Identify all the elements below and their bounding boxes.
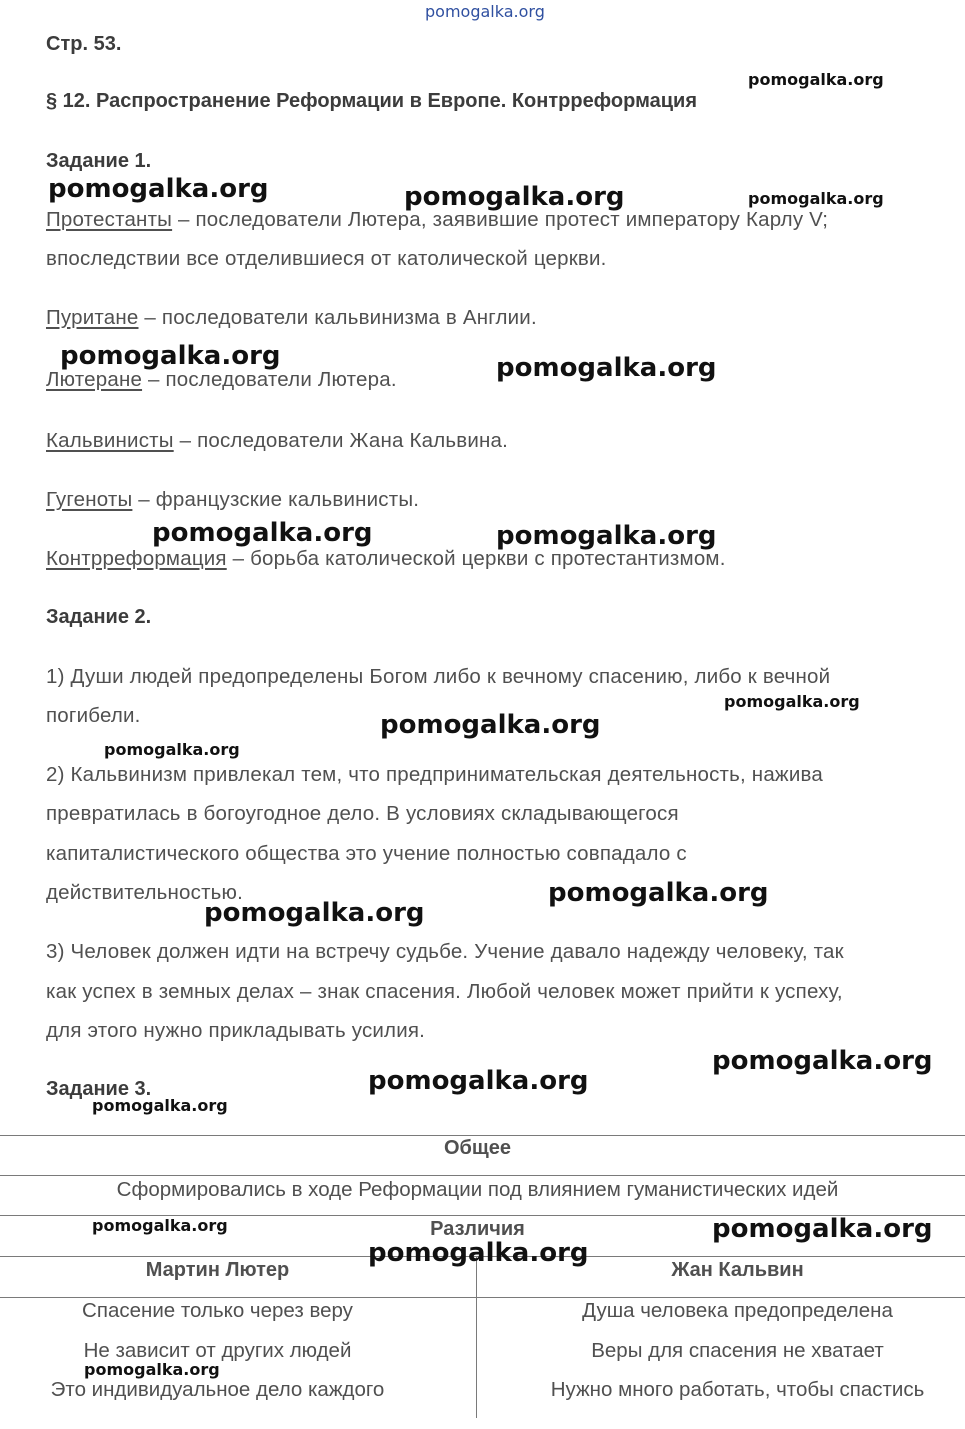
watermark: pomogalka.org bbox=[548, 878, 769, 908]
col-header-calvin: Жан Кальвин bbox=[671, 1259, 804, 1281]
definition-huguenots bbox=[46, 488, 419, 512]
task2-line: для этого нужно прикладывать усилия. bbox=[46, 1019, 426, 1042]
definition-text: – последователи Лютера, заявившие протест императору Карлу V; bbox=[172, 208, 829, 231]
definition-text: – последователи Лютера. bbox=[142, 368, 397, 391]
watermark: pomogalka.org bbox=[204, 898, 425, 928]
table-border bbox=[0, 1175, 965, 1176]
watermark: pomogalka.org bbox=[104, 740, 240, 759]
watermark: pomogalka.org bbox=[748, 70, 884, 89]
watermark: pomogalka.org bbox=[60, 341, 281, 371]
calvin-item: Веры для спасения не хватает bbox=[591, 1339, 884, 1362]
task2-line: капиталистического общества это учение полностью совпадало с bbox=[46, 842, 687, 865]
definition-calvinists bbox=[46, 429, 508, 453]
task3-heading: Задание 3. bbox=[46, 1078, 152, 1100]
watermark: pomogalka.org bbox=[496, 353, 717, 383]
watermark: pomogalka.org bbox=[92, 1216, 228, 1235]
common-header: Общее bbox=[443, 1137, 512, 1159]
col-header-luther: Мартин Лютер bbox=[145, 1259, 290, 1281]
definition-text: – последователи кальвинизма в Англии. bbox=[138, 306, 537, 329]
table-border bbox=[0, 1135, 965, 1136]
watermark: pomogalka.org bbox=[380, 710, 601, 740]
watermark: pomogalka.org bbox=[48, 174, 269, 204]
definition-text: – борьба католической церкви с протестантизмом. bbox=[226, 547, 726, 570]
task2-line: как успех в земных делах – знак спасения. Любой человек может прийти к успеху, bbox=[46, 980, 843, 1003]
watermark: pomogalka.org bbox=[368, 1238, 589, 1268]
definition-continuation: впоследствии все отделившиеся от католической церкви. bbox=[46, 247, 607, 270]
luther-item: Это индивидуальное дело каждого bbox=[50, 1378, 385, 1401]
task2-line: погибели. bbox=[46, 704, 141, 727]
luther-item: Не зависит от других людей bbox=[83, 1339, 352, 1362]
watermark: pomogalka.org bbox=[92, 1096, 228, 1115]
task1-heading: Задание 1. bbox=[46, 150, 152, 172]
definition-term: Лютеране bbox=[46, 368, 143, 391]
watermark: pomogalka.org bbox=[84, 1360, 220, 1379]
definition-term: Пуритане bbox=[46, 306, 139, 329]
luther-item: Спасение только через веру bbox=[82, 1299, 353, 1322]
definition-text: – последователи Жана Кальвина. bbox=[173, 429, 509, 452]
definition-puritans bbox=[46, 306, 537, 330]
common-text: Сформировались в ходе Реформации под влиянием гуманистических идей bbox=[116, 1178, 839, 1201]
differences-header: Различия bbox=[430, 1218, 525, 1240]
table-border bbox=[476, 1256, 477, 1418]
watermark: pomogalka.org bbox=[724, 692, 860, 711]
section-title: § 12. Распространение Реформации в Европе. Контрреформация bbox=[46, 90, 698, 112]
task2-line: 2) Кальвинизм привлекал тем, что предпринимательская деятельность, нажива bbox=[46, 763, 823, 786]
calvin-item: Нужно много работать, чтобы спастись bbox=[550, 1378, 925, 1401]
task2-line: 3) Человек должен идти на встречу судьбе. Учение давало надежду человеку, так bbox=[46, 940, 844, 963]
calvin-item: Душа человека предопределена bbox=[582, 1299, 893, 1322]
watermark: pomogalka.org bbox=[712, 1046, 933, 1076]
task2-heading: Задание 2. bbox=[46, 606, 152, 628]
watermark: pomogalka.org bbox=[712, 1214, 933, 1244]
definition-term: Контрреформация bbox=[46, 547, 227, 570]
definition-lutherans bbox=[46, 368, 397, 392]
watermark: pomogalka.org bbox=[152, 518, 373, 548]
definition-text: – французские кальвинисты. bbox=[132, 488, 420, 511]
definition-term: Гугеноты bbox=[46, 488, 133, 511]
watermark-top: pomogalka.org bbox=[425, 2, 545, 21]
task2-line: действительностью. bbox=[46, 881, 244, 904]
table-border bbox=[0, 1297, 965, 1298]
task2-line: 1) Души людей предопределены Богом либо к вечному спасению, либо к вечной bbox=[46, 665, 831, 688]
definition-term: Кальвинисты bbox=[46, 429, 174, 452]
task2-line: превратилась в богоугодное дело. В условиях складывающегося bbox=[46, 802, 679, 825]
watermark: pomogalka.org bbox=[496, 521, 717, 551]
page-label: Стр. 53. bbox=[46, 33, 122, 55]
watermark: pomogalka.org bbox=[404, 182, 625, 212]
watermark: pomogalka.org bbox=[748, 189, 884, 208]
watermark: pomogalka.org bbox=[368, 1066, 589, 1096]
definition-term: Протестанты bbox=[46, 208, 173, 231]
